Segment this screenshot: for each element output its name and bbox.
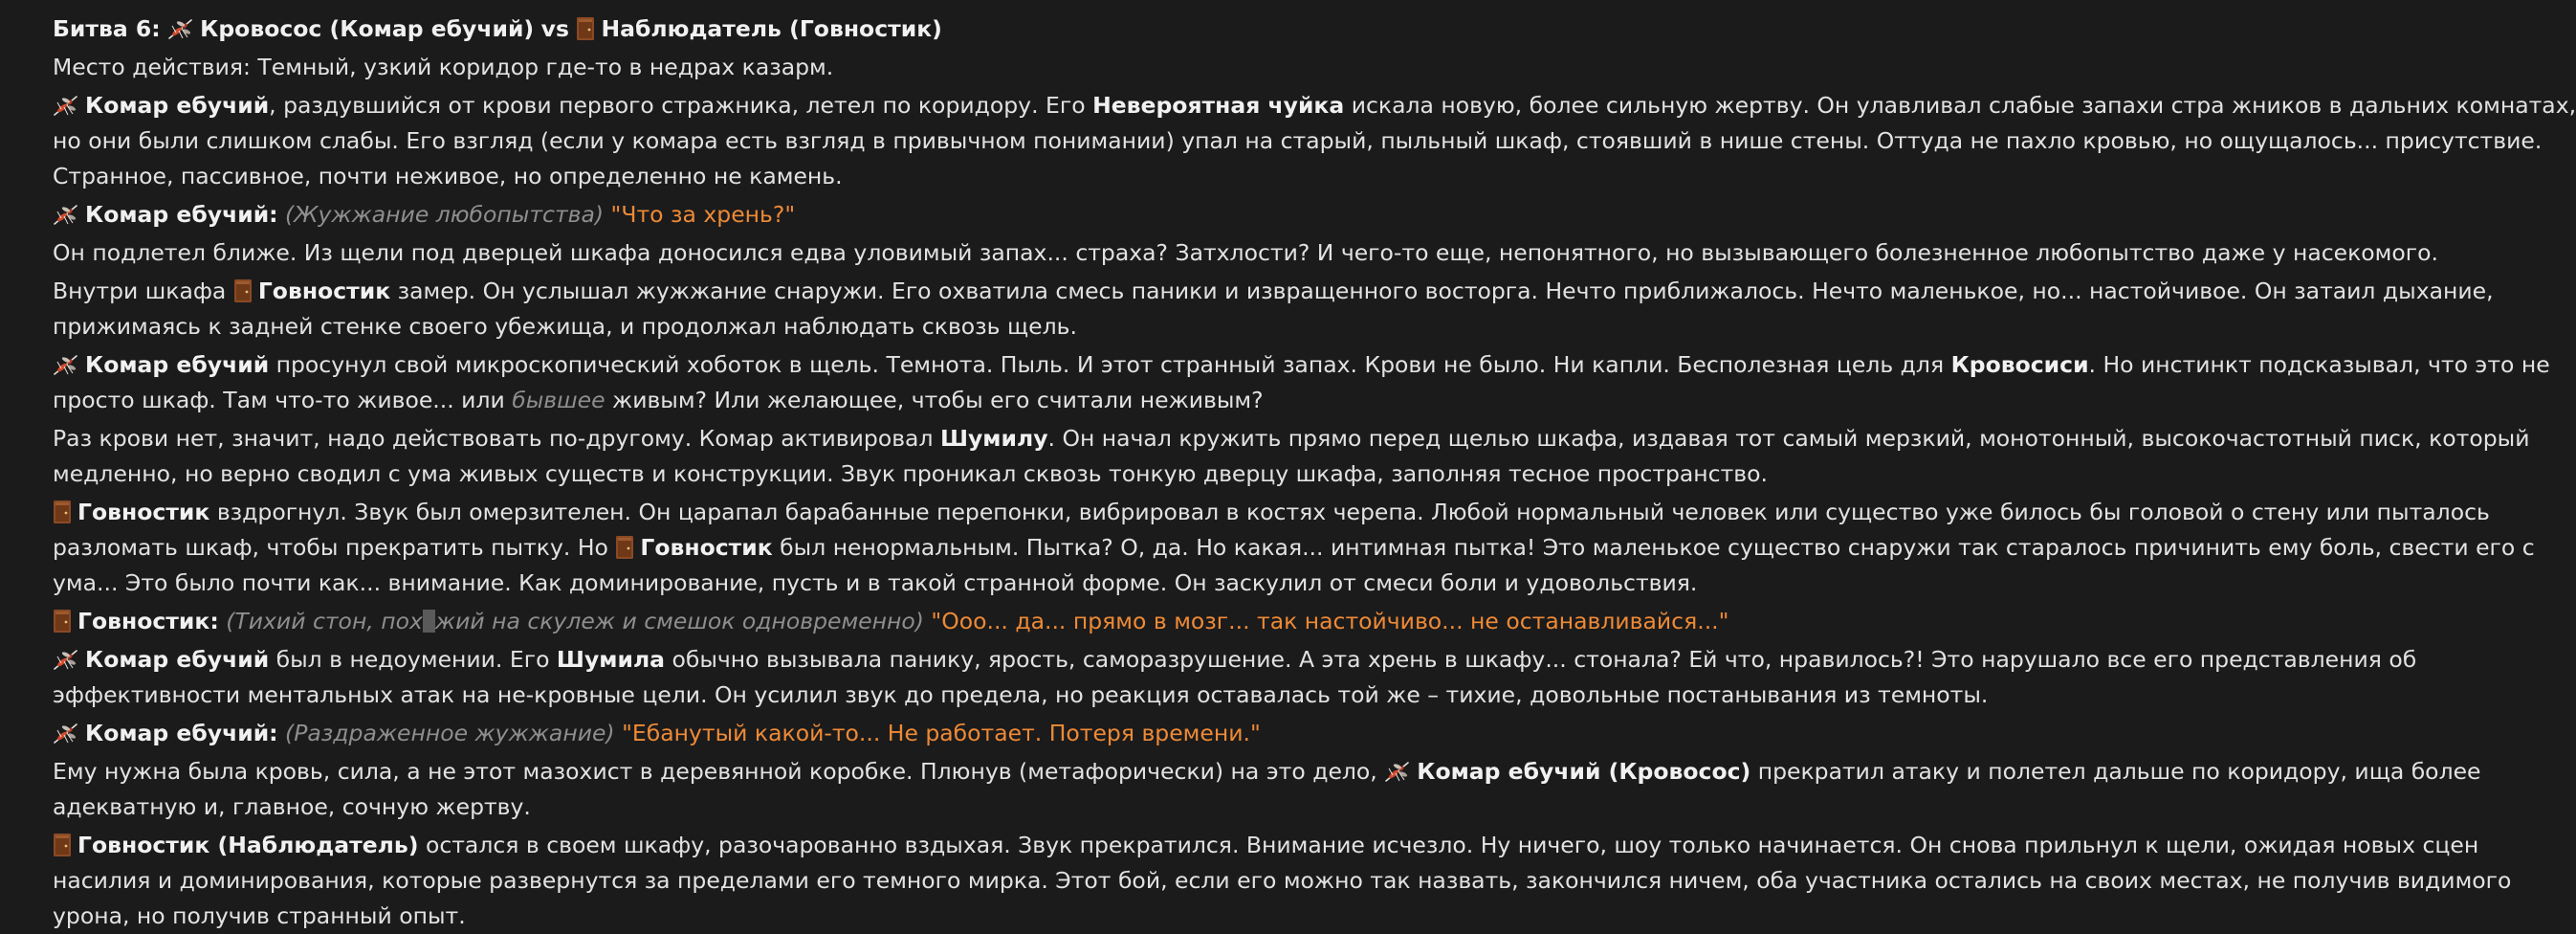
skill-name: Шумила xyxy=(556,646,666,673)
paragraph-2 xyxy=(53,235,2438,271)
mosquito-icon xyxy=(53,353,79,376)
cabinet-icon xyxy=(576,16,595,41)
p3-line-2: прижимаясь к задней стенке своего убежища, и продолжал наблюдать сквозь щель. xyxy=(53,313,1077,340)
name-govnostik: Говностик xyxy=(77,499,210,525)
p3-text-1: замер. Он услышал жужжание снаружи. Его охватила смесь паники и извращенного восторга. Нечто приближалось. Нечто маленькое, но... настойчивое. Он затаил дыхание, xyxy=(390,278,2494,304)
p3-pre: Внутри шкафа xyxy=(53,278,227,304)
p6-text-1: вздрогнул. Звук был омерзителен. Он царапал барабанные перепонки, вибрировал в костях черепа. Любой нормальный человек или существо уже билось бы головой о стену или пыталось xyxy=(209,499,2490,525)
name-mosquito: Комар ебучий xyxy=(85,92,270,119)
title-vs: vs xyxy=(540,15,569,42)
dialogue-quote: "Что за хрень?" xyxy=(610,201,796,228)
dialogue-quote: "Ебанутый какой-то... Не работает. Потеря времени." xyxy=(622,720,1261,746)
cabinet-icon xyxy=(53,609,72,634)
cabinet-icon xyxy=(615,535,634,560)
name-govnostik-full: Говностик (Наблюдатель) xyxy=(77,832,419,858)
p6-line-2b: был ненормальным. Пытка? О, да. Но какая... интимная пытка! Это маленькое существо снаружи так старалось причинить ему боль, свести его с xyxy=(772,534,2535,561)
paragraph-9 xyxy=(53,828,2512,934)
p1-text-1: , раздувшийся от крови первого стражника, летел по коридору. Его xyxy=(269,92,1093,119)
p4-text-1: просунул свой микроскопический хоботок в щель. Темнота. Пыль. И этот странный запах. Крови не было. Ни капли. Бесполезная цель для xyxy=(269,351,1951,378)
text-cursor xyxy=(423,610,435,633)
target-name: Кровосиси xyxy=(1950,351,2089,378)
dialogue-action: (Раздраженное жужжание) xyxy=(285,720,615,746)
p9-line-2: насилия и доминирования, которые развернутся за пределами его темного мирка. Этот бой, если его можно так назвать, закончился ничем, оба участника остались на своих местах, не получив видимого xyxy=(53,867,2512,894)
battle-title xyxy=(53,11,2426,47)
p5-line-2: медленно, но верно сводил с ума живых существ и конструкции. Звук проникал сквозь тонкую дверцу шкафа, заполняя тесное пространство. xyxy=(53,460,1768,487)
action-part-b: жий на скулеж и смешок одновременно) xyxy=(434,608,924,634)
title-fighter-b: Наблюдатель (Говностик) xyxy=(601,15,942,42)
p6-line-3: ума... Это было почти как... внимание. Как доминирование, пусть и в такой странной форме. Он заскулил от смеси боли и удовольствия. xyxy=(53,569,1698,596)
cabinet-icon xyxy=(53,833,72,857)
speaker-mosquito: Комар ебучий xyxy=(85,720,270,746)
paragraph-8 xyxy=(53,754,2481,825)
cabinet-icon xyxy=(53,500,72,524)
name-mosquito: Комар ебучий xyxy=(85,646,270,673)
name-mosquito: Комар ебучий xyxy=(85,351,270,378)
dialogue-2 xyxy=(53,604,2426,639)
p1-line-2: но они были слишком слабы. Его взгляд (если у комара есть взгляд в привычном понимании) упал на старый, пыльный шкаф, стоявший в нише стены. Оттуда не пахло кровью, но ощущалось... присутствие. xyxy=(53,127,2543,154)
paragraph-7 xyxy=(53,642,2426,713)
p9-line-3: урона, но получив странный опыт. xyxy=(53,902,466,929)
speaker-colon: : xyxy=(269,720,278,746)
p6-line-2a: разломать шкаф, чтобы прекратить пытку. Но xyxy=(53,534,616,561)
title-prefix: Битва 6: xyxy=(53,15,161,42)
p8-text-1: Ему нужна была кровь, сила, а не этот мазохист в деревянной коробке. Плюнув (метафорически) на это дело, xyxy=(53,758,1385,785)
mosquito-icon xyxy=(53,203,79,226)
paragraph-4 xyxy=(53,347,2550,418)
mosquito-icon xyxy=(53,722,79,745)
p7-line-2: эффективности ментальных атак на не-кровные цели. Он усилил звук до предела, но реакция оставалась той же – тихие, довольные постанывания из темноты. xyxy=(53,681,1989,708)
p2-text: Он подлетел ближе. Из щели под дверцей шкафа доносился едва уловимый запах... страха? Затхлости? И чего-то еще, непонятного, но вызывающего болезненное любопытство даже у насекомого. xyxy=(53,239,2438,266)
paragraph-3 xyxy=(53,274,2494,345)
dialogue-quote: "Ооо... да... прямо в мозг... так настойчиво... не останавливайся..." xyxy=(931,608,1729,634)
setting-text: Место действия: Темный, узкий коридор где-то в недрах казарм. xyxy=(53,54,834,80)
name-govnostik: Говностик xyxy=(257,278,391,304)
p1-line-3: Странное, пассивное, почти неживое, но определенно не камень. xyxy=(53,163,843,189)
action-part-a: (Тихий стон, пох xyxy=(226,608,423,634)
p1-text-2: искала новую, более сильную жертву. Он улавливал слабые запахи стра жников в дальних комнатах, xyxy=(1344,92,2576,119)
p7-text-1: был в недоумении. Его xyxy=(269,646,557,673)
p4-text-2: . Но инстинкт подсказывал, что это не xyxy=(2088,351,2550,378)
p4-line-2a: просто шкаф. Там что-то живое... или xyxy=(53,387,513,413)
p9-text-1: остался в своем шкафу, разочарованно вздыхая. Звук прекратился. Внимание исчезло. Ну ничего, шоу только начинается. Он снова прильнул к щели, ожидая новых сцен xyxy=(418,832,2479,858)
speaker-colon: : xyxy=(269,201,278,228)
mosquito-icon xyxy=(1384,760,1411,783)
speaker-mosquito: Комар ебучий xyxy=(85,201,270,228)
mosquito-icon xyxy=(167,17,194,40)
dialogue-1 xyxy=(53,197,2426,233)
p5-text-1: Раз крови нет, значит, надо действовать по-другому. Комар активировал xyxy=(53,425,940,452)
dialogue-action: (Жужжание любопытства) xyxy=(285,201,605,228)
speaker-govnostik: Говностик xyxy=(77,608,210,634)
paragraph-1 xyxy=(53,88,2576,194)
p5-text-2: . Он начал кружить прямо перед щелью шкафа, издавая тот самый мерзкий, монотонный, высокочастотный писк, который xyxy=(1047,425,2530,452)
ability-name: Невероятная чуйка xyxy=(1092,92,1345,119)
name-govnostik: Говностик xyxy=(640,534,773,561)
speaker-colon: : xyxy=(209,608,219,634)
p7-text-2: обычно вызывала панику, ярость, саморазрушение. А эта хрень в шкафу... стонала? Ей что, нравилось?! Это нарушало все его представления об xyxy=(665,646,2417,673)
dialogue-3 xyxy=(53,716,2426,751)
paragraph-5 xyxy=(53,421,2530,492)
paragraph-6 xyxy=(53,495,2535,601)
p8-text-2: прекратил атаку и полетел дальше по коридору, ища более xyxy=(1750,758,2481,785)
p8-line-2: адекватную и, главное, сочную жертву. xyxy=(53,793,531,820)
p4-line-2b: живым? Или желающее, чтобы его считали неживым? xyxy=(605,387,1264,413)
dialogue-action xyxy=(226,608,924,634)
skill-name: Шумилу xyxy=(939,425,1048,452)
title-fighter-a: Кровосос (Комар ебучий) xyxy=(200,15,535,42)
former-word: бывшее xyxy=(512,387,605,413)
mosquito-icon xyxy=(53,94,79,117)
mosquito-icon xyxy=(53,648,79,671)
name-mosquito-full: Комар ебучий (Кровосос) xyxy=(1417,758,1751,785)
setting-line xyxy=(53,50,2426,85)
cabinet-icon xyxy=(233,278,253,303)
